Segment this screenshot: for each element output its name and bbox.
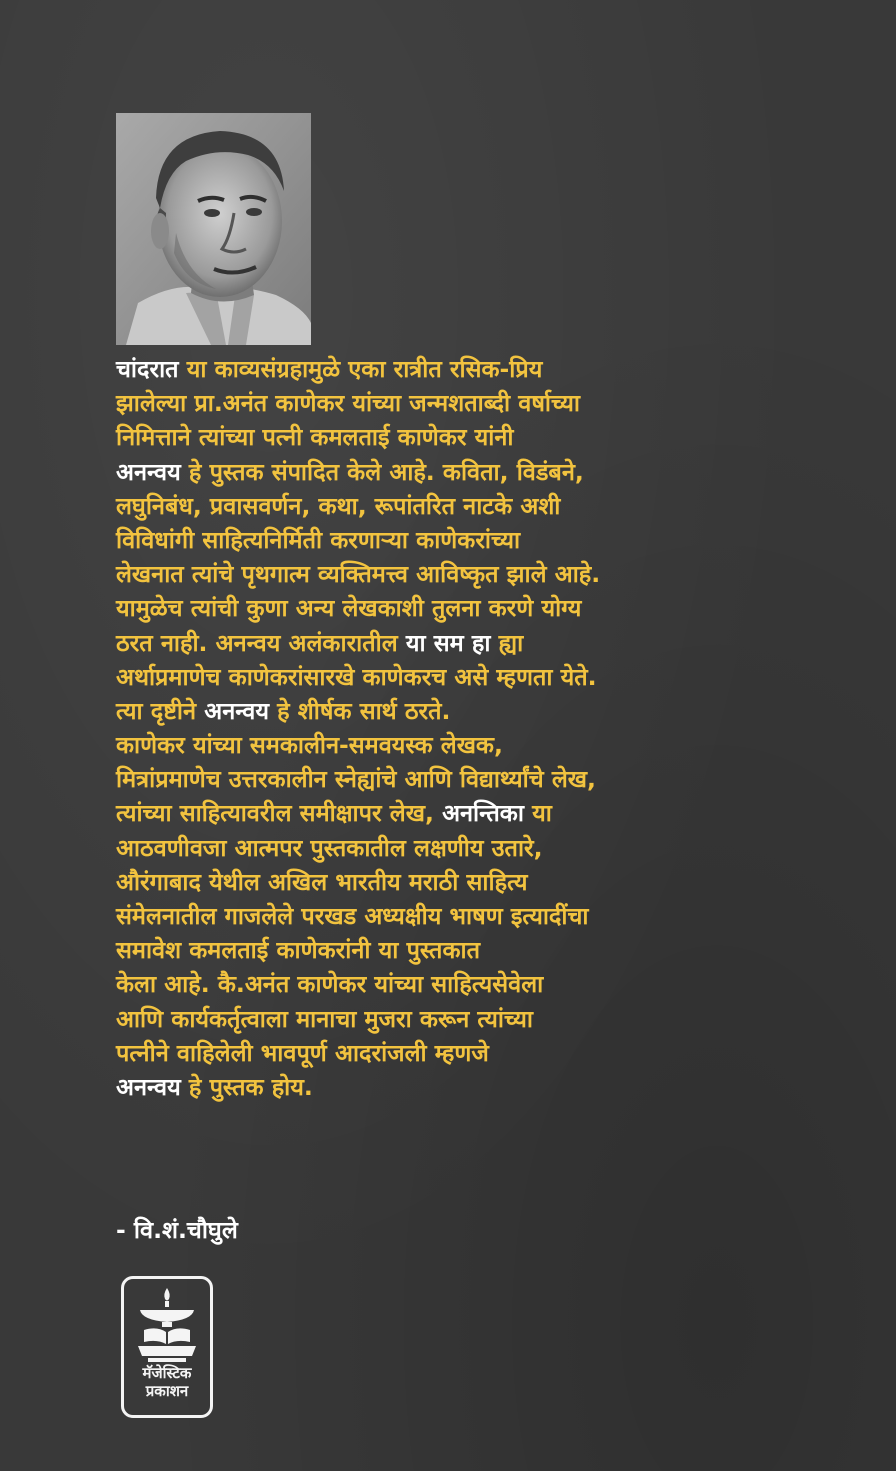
blurb-text-segment: त्यांच्या साहित्यावरील समीक्षापर लेख, bbox=[116, 799, 443, 828]
blurb-text-segment: केला आहे. कै.अनंत काणेकर यांच्या साहित्यसेवेला bbox=[116, 970, 544, 999]
author-portrait-photo bbox=[116, 113, 311, 345]
blurb-text-segment: या काव्यसंग्रहामुळे एका रात्रीत रसिक-प्रिय bbox=[178, 355, 543, 383]
blurb-text-segment: आठवणीवजा आत्मपर पुस्तकातील लक्षणीय उतारे, bbox=[116, 833, 543, 862]
blurb-line bbox=[116, 591, 886, 625]
blurb-text-segment: झालेल्या प्रा.अनंत काणेकर यांच्या जन्मशताब्दी वर्षाच्या bbox=[116, 389, 581, 418]
blurb-text-segment: निमित्ताने त्यांच्या पत्नी कमलताई काणेकर यांनी bbox=[116, 423, 514, 452]
blurb-line bbox=[116, 352, 886, 386]
blurb-line bbox=[116, 796, 886, 830]
blurb-text-segment: मित्रांप्रमाणेच उत्तरकालीन स्नेह्यांचे आणि विद्यार्थ्यांचे लेख, bbox=[116, 765, 596, 794]
blurb-text-segment: अर्थाप्रमाणेच काणेकरांसारखे काणेकरच असे म्हणता येते. bbox=[116, 662, 597, 691]
publisher-name-line2: प्रकाशन bbox=[145, 1382, 189, 1400]
blurb-line bbox=[116, 455, 886, 489]
blurb-text-segment: औरंगाबाद येथील अखिल भारतीय मराठी साहित्य bbox=[116, 867, 528, 896]
blurb-text-segment: विविधांगी साहित्यनिर्मिती करणाऱ्या काणेकरांच्या bbox=[116, 525, 521, 554]
lamp-logo-icon bbox=[132, 1286, 202, 1364]
blurb-text-segment: लेखनात त्यांचे पृथगात्म व्यक्तिमत्त्व आविष्कृत झाले आहे. bbox=[116, 560, 601, 589]
blurb-text-segment: या bbox=[523, 799, 552, 828]
blurb-line bbox=[116, 831, 886, 865]
blurb-text-segment: आणि कार्यकर्तृत्वाला मानाचा मुजरा करून त्यांच्या bbox=[116, 1004, 533, 1033]
blurb-line bbox=[116, 1002, 886, 1036]
blurb-line bbox=[116, 933, 886, 967]
blurb-line bbox=[116, 626, 886, 660]
author-signature: - वि.शं.चौघुले bbox=[116, 1216, 238, 1244]
blurb-line bbox=[116, 762, 886, 796]
blurb-line bbox=[116, 899, 886, 933]
blurb-text-segment: यामुळेच त्यांची कुणा अन्य लेखकाशी तुलना करणे योग्य bbox=[116, 594, 582, 623]
highlighted-title-text: या सम हा bbox=[405, 628, 491, 657]
blurb-line bbox=[116, 728, 886, 762]
highlighted-title-text: अनन्तिका bbox=[442, 799, 524, 828]
blurb-text-segment: लघुनिबंध, प्रवासवर्णन, कथा, रूपांतरित नाटके अशी bbox=[116, 491, 561, 520]
blurb-line bbox=[116, 1036, 886, 1070]
blurb-line bbox=[116, 694, 886, 728]
highlighted-title-text: अनन्वय bbox=[204, 696, 269, 725]
highlighted-title-text: अनन्वय bbox=[116, 457, 181, 486]
blurb-text-segment: हे शीर्षक सार्थ ठरते. bbox=[268, 696, 451, 725]
blurb-text-segment: काणेकर यांच्या समकालीन-समवयस्क लेखक, bbox=[116, 731, 503, 760]
blurb-text-segment: संमेलनातील गाजलेले परखड अध्यक्षीय भाषण इत्यादींचा bbox=[116, 902, 589, 930]
blurb-text-segment: समावेश कमलताई काणेकरांनी या पुस्तकात bbox=[116, 936, 480, 965]
blurb-text-segment: ह्या bbox=[490, 628, 524, 657]
blurb-line bbox=[116, 489, 886, 523]
blurb-text-segment: ठरत नाही. अनन्वय अलंकारातील bbox=[116, 628, 406, 657]
blurb-line bbox=[116, 557, 886, 591]
blurb-text bbox=[116, 352, 886, 1104]
blurb-line bbox=[116, 967, 886, 1001]
blurb-line bbox=[116, 523, 886, 557]
blurb-line bbox=[116, 865, 886, 899]
blurb-line bbox=[116, 660, 886, 694]
highlighted-title-text: चांदरात bbox=[116, 355, 179, 383]
blurb-line bbox=[116, 420, 886, 454]
blurb-text-segment: त्या दृष्टीने bbox=[116, 696, 205, 725]
blurb-line bbox=[116, 386, 886, 420]
blurb-text-segment: हे पुस्तक संपादित केले आहे. कविता, विडंबने, bbox=[180, 457, 584, 486]
blurb-text-segment: पत्नीने वाहिलेली भावपूर्ण आदरांजली म्हणजे bbox=[116, 1038, 489, 1067]
blurb-text-segment: हे पुस्तक होय. bbox=[180, 1072, 313, 1101]
blurb-line bbox=[116, 1070, 886, 1104]
publisher-logo bbox=[121, 1276, 213, 1418]
author-photo bbox=[116, 113, 311, 345]
highlighted-title-text: अनन्वय bbox=[116, 1072, 181, 1101]
publisher-name-line1: मॅजेस्टिक bbox=[142, 1364, 192, 1382]
